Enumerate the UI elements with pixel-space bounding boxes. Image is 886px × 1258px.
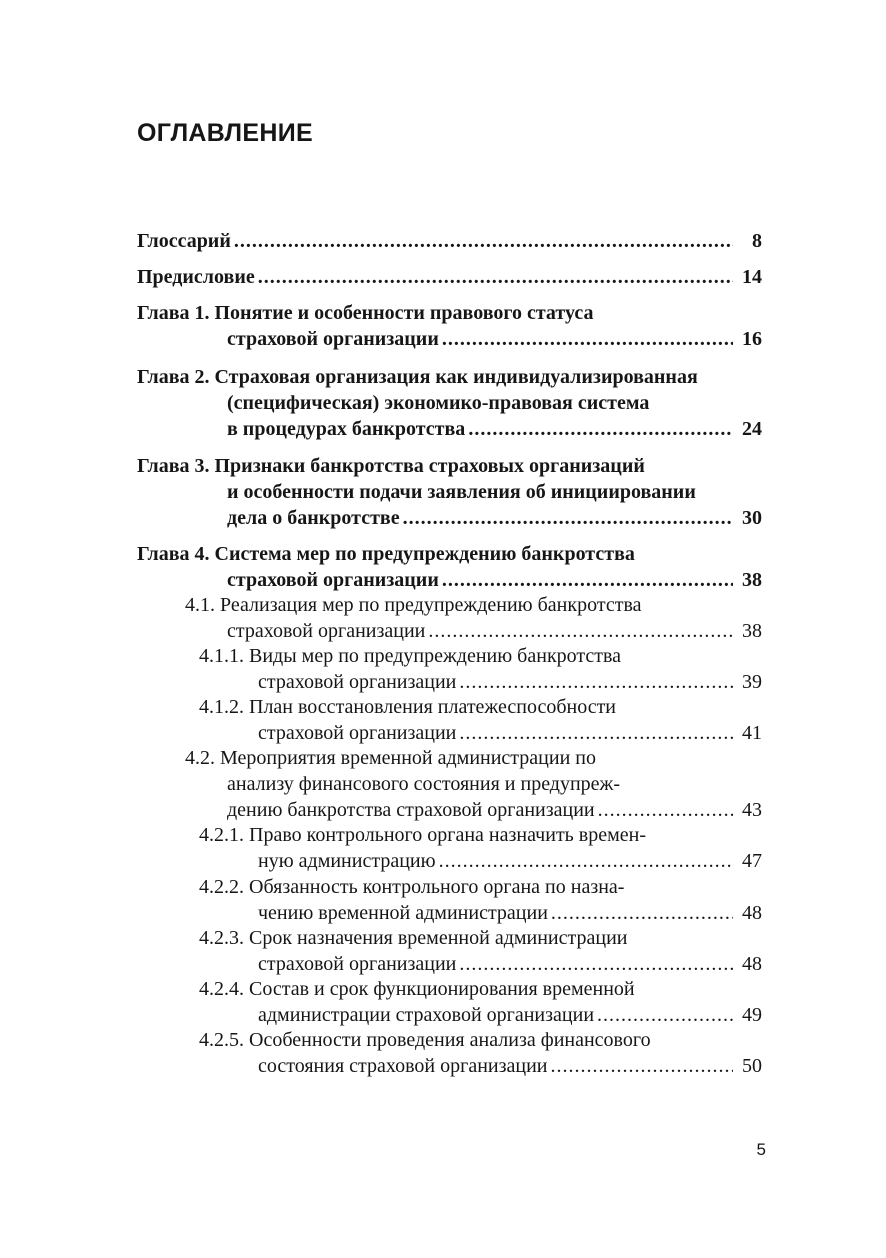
toc-page-number: 8 xyxy=(752,230,762,252)
toc-entry-title: страховой организации xyxy=(258,722,457,744)
toc-entry-line xyxy=(199,976,762,1002)
toc-entry-line[interactable] xyxy=(227,567,762,593)
toc-entry-line xyxy=(137,453,762,479)
toc-entry-number: 4.1.2. xyxy=(199,696,244,718)
toc-entry-line xyxy=(227,479,762,505)
toc-entry-line[interactable] xyxy=(258,951,762,977)
toc-entry-line xyxy=(137,541,762,567)
dot-leader xyxy=(258,264,733,290)
toc-entry-title: администрации страховой организации xyxy=(258,1004,595,1026)
toc-entry-title: Признаки банкротства страховых организаций xyxy=(214,455,645,477)
toc-page-number: 39 xyxy=(742,671,762,693)
dot-leader xyxy=(459,669,733,695)
toc-entry-title: Понятие и особенности правового статуса xyxy=(214,302,594,324)
dot-leader xyxy=(551,900,733,926)
toc-entry-line xyxy=(199,1027,762,1053)
toc-entry-title: ную администрацию xyxy=(258,850,436,872)
toc-entry-title: страховой организации xyxy=(258,953,457,975)
toc-page-number: 43 xyxy=(742,799,762,821)
toc-page-number: 50 xyxy=(742,1055,762,1077)
toc-entry-line[interactable] xyxy=(227,618,762,644)
toc-entry-title: Обязанность контрольного органа по назна- xyxy=(249,876,625,898)
toc-entry-line[interactable] xyxy=(137,264,762,290)
toc-entry-line[interactable] xyxy=(227,505,762,531)
toc-entry-title: Мероприятия временной администрации по xyxy=(220,747,596,769)
toc-entry-title: План восстановления платежеспособности xyxy=(249,696,617,718)
toc-entry-line[interactable] xyxy=(227,416,762,442)
dot-leader xyxy=(428,618,733,644)
dot-leader xyxy=(459,720,733,746)
toc-entry-line xyxy=(199,694,762,720)
toc-entry-title: Реализация мер по предупреждению банкротства xyxy=(220,594,642,616)
toc-page-number: 30 xyxy=(742,507,762,529)
toc-entry-title: анализу финансового состояния и предупреж- xyxy=(227,773,621,795)
toc-entry-line xyxy=(199,643,762,669)
toc-page-number: 47 xyxy=(742,850,762,872)
dot-leader xyxy=(234,228,733,254)
toc-entry-number: 4.2.4. xyxy=(199,978,244,1000)
toc-entry-number: 4.2.5. xyxy=(199,1029,244,1051)
toc-entry-number: 4.1. xyxy=(185,594,215,616)
toc-page-number: 38 xyxy=(742,569,762,591)
toc-entry-title: Виды мер по предупреждению банкротства xyxy=(249,645,622,667)
toc-entry-line[interactable] xyxy=(227,326,762,352)
toc-entry-number: Глава 1. xyxy=(137,302,210,324)
dot-leader xyxy=(597,1002,733,1028)
toc-entry-line[interactable] xyxy=(137,228,762,254)
toc-entry-title: страховой организации xyxy=(258,671,457,693)
toc-entry-line xyxy=(199,822,762,848)
toc-entry-title: Право контрольного органа назначить времен- xyxy=(249,824,647,846)
toc-page-number: 24 xyxy=(742,418,762,440)
toc-entry-title: Срок назначения временной администрации xyxy=(249,927,628,949)
page-number: 5 xyxy=(756,1140,766,1159)
dot-leader xyxy=(468,416,733,442)
toc-entry-title: дению банкротства страховой организации xyxy=(227,799,595,821)
toc-entry-title: (специфическая) экономико-правовая система xyxy=(227,392,650,414)
toc-page-number: 16 xyxy=(742,328,762,350)
toc-entry-number: Глава 4. xyxy=(137,543,210,565)
toc-entry-line xyxy=(227,390,762,416)
toc-page-number: 49 xyxy=(742,1004,762,1026)
toc-entry-line xyxy=(199,925,762,951)
toc-entry-title: и особенности подачи заявления об инициировании xyxy=(227,481,696,503)
toc-entry-number: 4.2. xyxy=(185,747,215,769)
toc-entry-line[interactable] xyxy=(258,848,762,874)
page-title: ОГЛАВЛЕНИЕ xyxy=(137,119,313,147)
dot-leader xyxy=(442,326,733,352)
toc-entry-number: Глава 3. xyxy=(137,455,210,477)
toc-entry-line xyxy=(137,364,762,390)
toc-entry-number: 4.2.3. xyxy=(199,927,244,949)
toc-page-number: 41 xyxy=(742,722,762,744)
toc-entry-title: Состав и срок функционирования временной xyxy=(249,978,635,1000)
toc-entry-title: состояния страховой организации xyxy=(258,1055,548,1077)
toc-entry-line[interactable] xyxy=(258,1002,762,1028)
toc-page-number: 38 xyxy=(742,620,762,642)
toc-entry-number: Глава 2. xyxy=(137,366,210,388)
toc-entry-line xyxy=(199,874,762,900)
toc-entry-title: страховой организации xyxy=(227,569,439,591)
toc-entry-title: Система мер по предупреждению банкротства xyxy=(214,543,635,565)
toc-entry-number: 4.1.1. xyxy=(199,645,244,667)
toc-entry-title: Особенности проведения анализа финансового xyxy=(249,1029,651,1051)
toc-entry-line xyxy=(137,300,762,326)
toc-entry-line xyxy=(185,745,762,771)
dot-leader xyxy=(551,1053,733,1079)
toc-entry-line[interactable] xyxy=(258,1053,762,1079)
toc-entry-title: чению временной администрации xyxy=(258,902,548,924)
toc-entry-title: в процедурах банкротства xyxy=(227,418,466,440)
toc-entry-line[interactable] xyxy=(258,720,762,746)
toc-entry-line xyxy=(227,771,762,797)
toc-entry-line xyxy=(185,592,762,618)
toc-entry-title: страховой организации xyxy=(227,328,439,350)
toc-page-number: 14 xyxy=(742,266,762,288)
toc-entry-line[interactable] xyxy=(227,797,762,823)
dot-leader xyxy=(442,567,733,593)
toc-entry-title: страховой организации xyxy=(227,620,426,642)
dot-leader xyxy=(439,848,733,874)
toc-entry-number: 4.2.2. xyxy=(199,876,244,898)
dot-leader xyxy=(403,505,733,531)
toc-entry-line[interactable] xyxy=(258,900,762,926)
toc-page-number: 48 xyxy=(742,902,762,924)
toc-entry-number: 4.2.1. xyxy=(199,824,244,846)
toc-entry-title: дела о банкротстве xyxy=(227,507,400,529)
toc-page-number: 48 xyxy=(742,953,762,975)
dot-leader xyxy=(598,797,733,823)
dot-leader xyxy=(459,951,733,977)
toc-entry-title: Предисловие xyxy=(137,266,255,288)
toc-entry-line[interactable] xyxy=(258,669,762,695)
toc-entry-title: Глоссарий xyxy=(137,230,231,252)
toc-entry-title: Страховая организация как индивидуализированная xyxy=(214,366,698,388)
